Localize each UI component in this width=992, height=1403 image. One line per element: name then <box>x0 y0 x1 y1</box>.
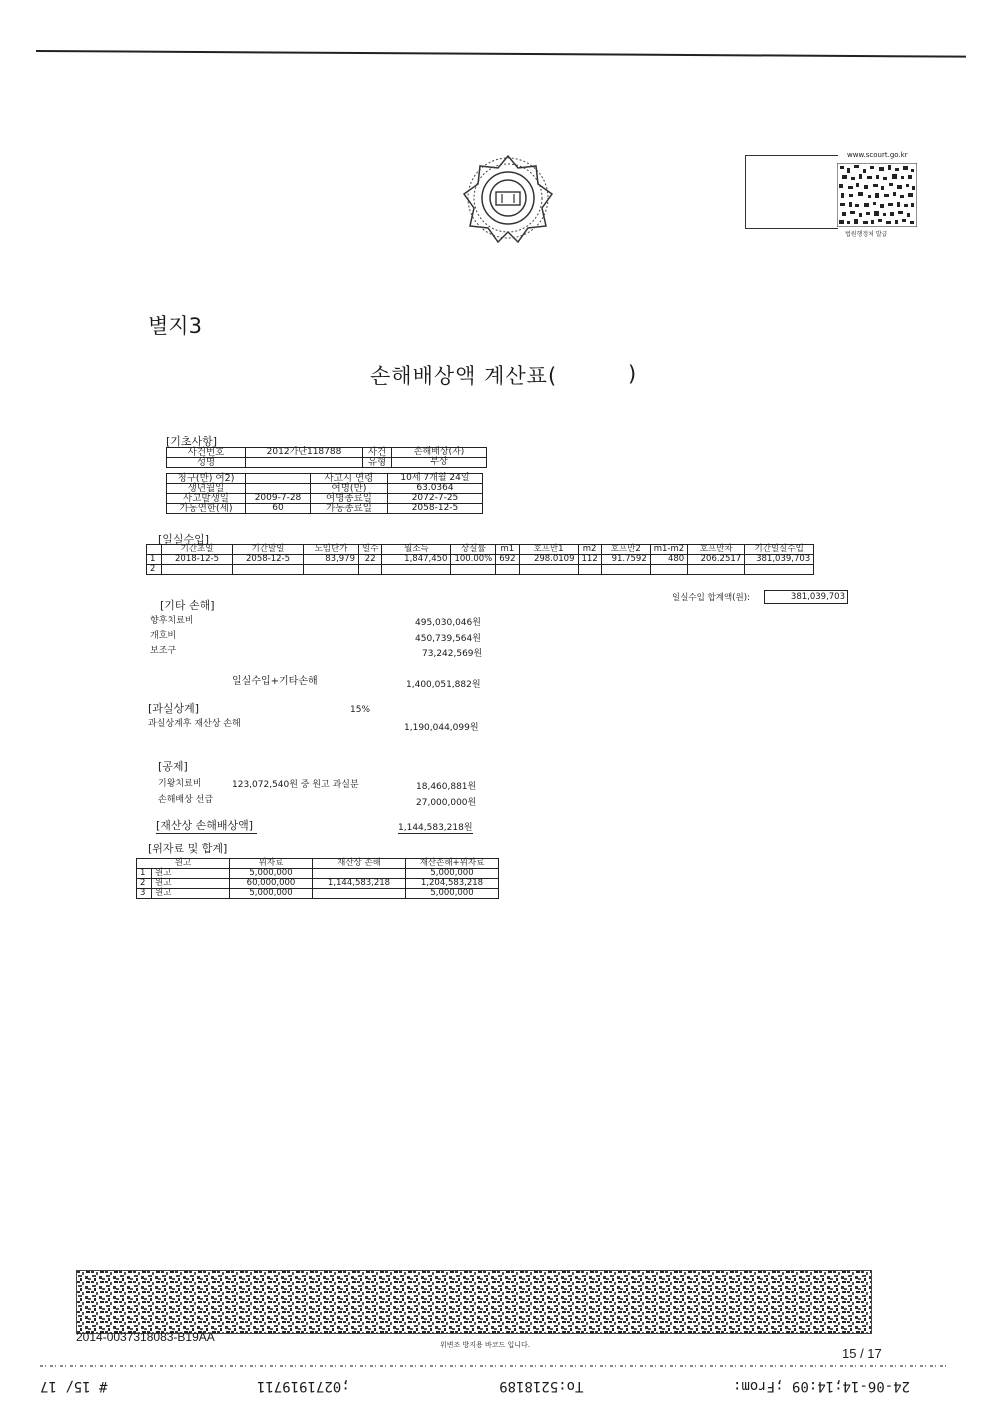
income-table <box>146 544 814 575</box>
table-cell: 성명 <box>167 458 246 468</box>
deduct-value-1: 18,460,881원 <box>416 782 477 792</box>
table-header-row <box>147 545 814 555</box>
table-cell: 480 <box>650 555 687 565</box>
consol-heading: [위자료 및 합계] <box>148 842 228 855</box>
fax-noise-line <box>40 1362 950 1370</box>
barcode-warning: 위변조 방지용 바코드 입니다. <box>440 1341 531 1349</box>
2d-barcode-icon <box>837 163 917 227</box>
table-cell: 5,000,000 <box>406 889 499 899</box>
deduct-mid-1: 123,072,540원 중 원고 과실분 <box>232 780 359 790</box>
deduct-value-2: 27,000,000원 <box>416 798 477 808</box>
table-row <box>137 889 499 899</box>
fault-rate: 15% <box>350 705 371 715</box>
column-header: 상실률 <box>451 545 496 555</box>
table-row <box>137 869 499 879</box>
table-cell: 2012가단118788 <box>246 448 363 458</box>
table-cell: 사건 <box>363 448 392 458</box>
table-row <box>167 458 487 468</box>
fax-header-upside-down <box>40 1378 910 1394</box>
column-header: 노임단가 <box>304 545 359 555</box>
other-sum-value: 1,400,051,882원 <box>406 680 481 690</box>
deduct-heading: [공제] <box>158 760 188 773</box>
table-cell: 1,204,583,218 <box>406 879 499 889</box>
table-cell <box>650 565 687 575</box>
table-cell: 60,000,000 <box>230 879 313 889</box>
table-cell: 206.2517 <box>688 555 745 565</box>
consol-table <box>136 858 499 899</box>
basic-heading: [기초사항] <box>166 435 218 448</box>
anti-forgery-barcode-icon <box>76 1270 872 1334</box>
table-cell <box>578 565 601 575</box>
other-item-value: 450,739,564원 <box>415 634 481 644</box>
property-value: 1,144,583,218원 <box>398 820 473 834</box>
table-cell <box>304 565 359 575</box>
table-cell <box>745 565 814 575</box>
table-cell <box>246 458 363 468</box>
column-header: 위자료 <box>230 859 313 869</box>
row-index: 1 <box>147 555 162 565</box>
table-cell: 83,979 <box>304 555 359 565</box>
table-cell <box>451 565 496 575</box>
table-cell <box>496 565 519 575</box>
other-item-label: 보조구 <box>150 646 177 656</box>
table-cell: 생년월일 <box>167 484 246 494</box>
title-close-paren: ) <box>628 362 637 386</box>
income-total-label: 일실수입 합계액(원): <box>672 593 750 603</box>
table-cell <box>246 484 311 494</box>
row-index: 2 <box>147 565 162 575</box>
table-cell <box>313 869 406 879</box>
table-cell: 원고 <box>152 889 230 899</box>
table-cell: 원고 <box>152 879 230 889</box>
table-cell: 22 <box>359 555 382 565</box>
column-header: 호프만2 <box>601 545 650 555</box>
table-row <box>167 484 483 494</box>
column-header: 호프만1 <box>519 545 578 555</box>
table-cell: 가동연한(세) <box>167 504 246 514</box>
table-cell <box>688 565 745 575</box>
deduct-label-2: 손해배상 선급 <box>158 795 214 805</box>
table-cell: 1,847,450 <box>382 555 451 565</box>
court-seal-icon <box>458 148 558 248</box>
table-cell: 91.7592 <box>601 555 650 565</box>
fault-label: 과실상계후 재산상 손해 <box>148 719 241 729</box>
table-cell: 100.00% <box>451 555 496 565</box>
column-header: 기간말일 <box>233 545 304 555</box>
table-header-row <box>137 859 499 869</box>
column-header: m1-m2 <box>650 545 687 555</box>
table-cell: 사건번호 <box>167 448 246 458</box>
table-cell <box>147 545 162 555</box>
table-cell: 부상 <box>392 458 487 468</box>
other-item-label: 향후치료비 <box>150 616 194 626</box>
table-cell <box>382 565 451 575</box>
row-index: 2 <box>137 879 152 889</box>
table-cell: 사고발생일 <box>167 494 246 504</box>
qr-caption: 법원행정처 발급 <box>845 231 888 238</box>
fax-to: To:5218189 <box>499 1378 584 1394</box>
table-row <box>167 494 483 504</box>
column-header: m1 <box>496 545 519 555</box>
table-cell: 5,000,000 <box>406 869 499 879</box>
other-item-label: 개호비 <box>150 631 177 641</box>
table-cell: 청구(만) 여2) <box>167 474 246 484</box>
table-cell: 5,000,000 <box>230 869 313 879</box>
row-index: 1 <box>137 869 152 879</box>
attachment-tag: 별지3 <box>148 314 202 338</box>
top-scan-line <box>36 50 966 58</box>
basic-table-lower <box>166 473 483 514</box>
deduct-label-1: 기왕치료비 <box>158 779 202 789</box>
column-header: 기간일실수입 <box>745 545 814 555</box>
table-row <box>167 474 483 484</box>
table-cell: 2058-12-5 <box>233 555 304 565</box>
property-heading: [재산상 손해배상액] <box>156 817 257 834</box>
table-cell: 60 <box>246 504 311 514</box>
table-row <box>167 504 483 514</box>
table-cell: 손해배상(자) <box>392 448 487 458</box>
table-cell <box>519 565 578 575</box>
income-total-value: 381,039,703 <box>764 590 848 604</box>
table-cell: 10세 7개월 24일 <box>388 474 483 484</box>
page-title: 손해배상액 계산표( <box>370 364 558 388</box>
other-sum-label: 일실수입+기타손해 <box>232 676 318 687</box>
table-cell: 2018-12-5 <box>162 555 233 565</box>
income-heading: [일실수입] <box>158 533 210 546</box>
table-cell: 5,000,000 <box>230 889 313 899</box>
table-row <box>147 555 814 565</box>
other-item-value: 73,242,569원 <box>422 649 483 659</box>
column-header: 원고 <box>137 859 230 869</box>
qr-url-text: www.scourt.go.kr <box>847 151 908 159</box>
page-number: 15 / 17 <box>842 1346 882 1361</box>
column-header: 일수 <box>359 545 382 555</box>
table-cell <box>601 565 650 575</box>
column-header: 호프만차 <box>688 545 745 555</box>
table-cell: 2058-12-5 <box>388 504 483 514</box>
table-row <box>137 879 499 889</box>
table-cell: 381,039,703 <box>745 555 814 565</box>
table-cell <box>359 565 382 575</box>
table-cell: 가동종료일 <box>311 504 388 514</box>
column-header: 기간초일 <box>162 545 233 555</box>
table-row <box>167 448 487 458</box>
table-cell: 298.0109 <box>519 555 578 565</box>
table-cell: 2009-7-28 <box>246 494 311 504</box>
table-cell: 692 <box>496 555 519 565</box>
fault-value: 1,190,044,099원 <box>404 723 479 733</box>
column-header: m2 <box>578 545 601 555</box>
table-cell: 1,144,583,218 <box>313 879 406 889</box>
table-cell: 63.0364 <box>388 484 483 494</box>
document-number: 2014-0037318083-B19AA <box>76 1330 215 1344</box>
other-item-value: 495,030,046원 <box>415 618 481 628</box>
table-cell <box>162 565 233 575</box>
table-cell: 유형 <box>363 458 392 468</box>
fax-page: # 15/ 17 <box>40 1378 108 1394</box>
table-cell: 여명(만) <box>311 484 388 494</box>
other-heading: [기타 손해] <box>160 599 215 612</box>
fault-heading: [과실상계] <box>148 702 200 715</box>
fax-from-number: ;0271919711 <box>256 1378 350 1394</box>
code-frame <box>745 155 838 229</box>
column-header: 재산상 손해 <box>313 859 406 869</box>
verification-code-box <box>745 151 917 238</box>
table-cell: 2072-7-25 <box>388 494 483 504</box>
column-header: 재산손해+위자료 <box>406 859 499 869</box>
row-index: 3 <box>137 889 152 899</box>
table-cell: 여명종료일 <box>311 494 388 504</box>
table-cell: 원고 <box>152 869 230 879</box>
fax-timestamp: 24-06-14;14:09 ;From: <box>732 1378 910 1394</box>
table-cell: 112 <box>578 555 601 565</box>
table-cell: 사고시 연령 <box>311 474 388 484</box>
basic-table <box>166 447 487 468</box>
table-cell <box>246 474 311 484</box>
table-cell <box>313 889 406 899</box>
table-cell <box>233 565 304 575</box>
column-header: 월소득 <box>382 545 451 555</box>
table-row <box>147 565 814 575</box>
